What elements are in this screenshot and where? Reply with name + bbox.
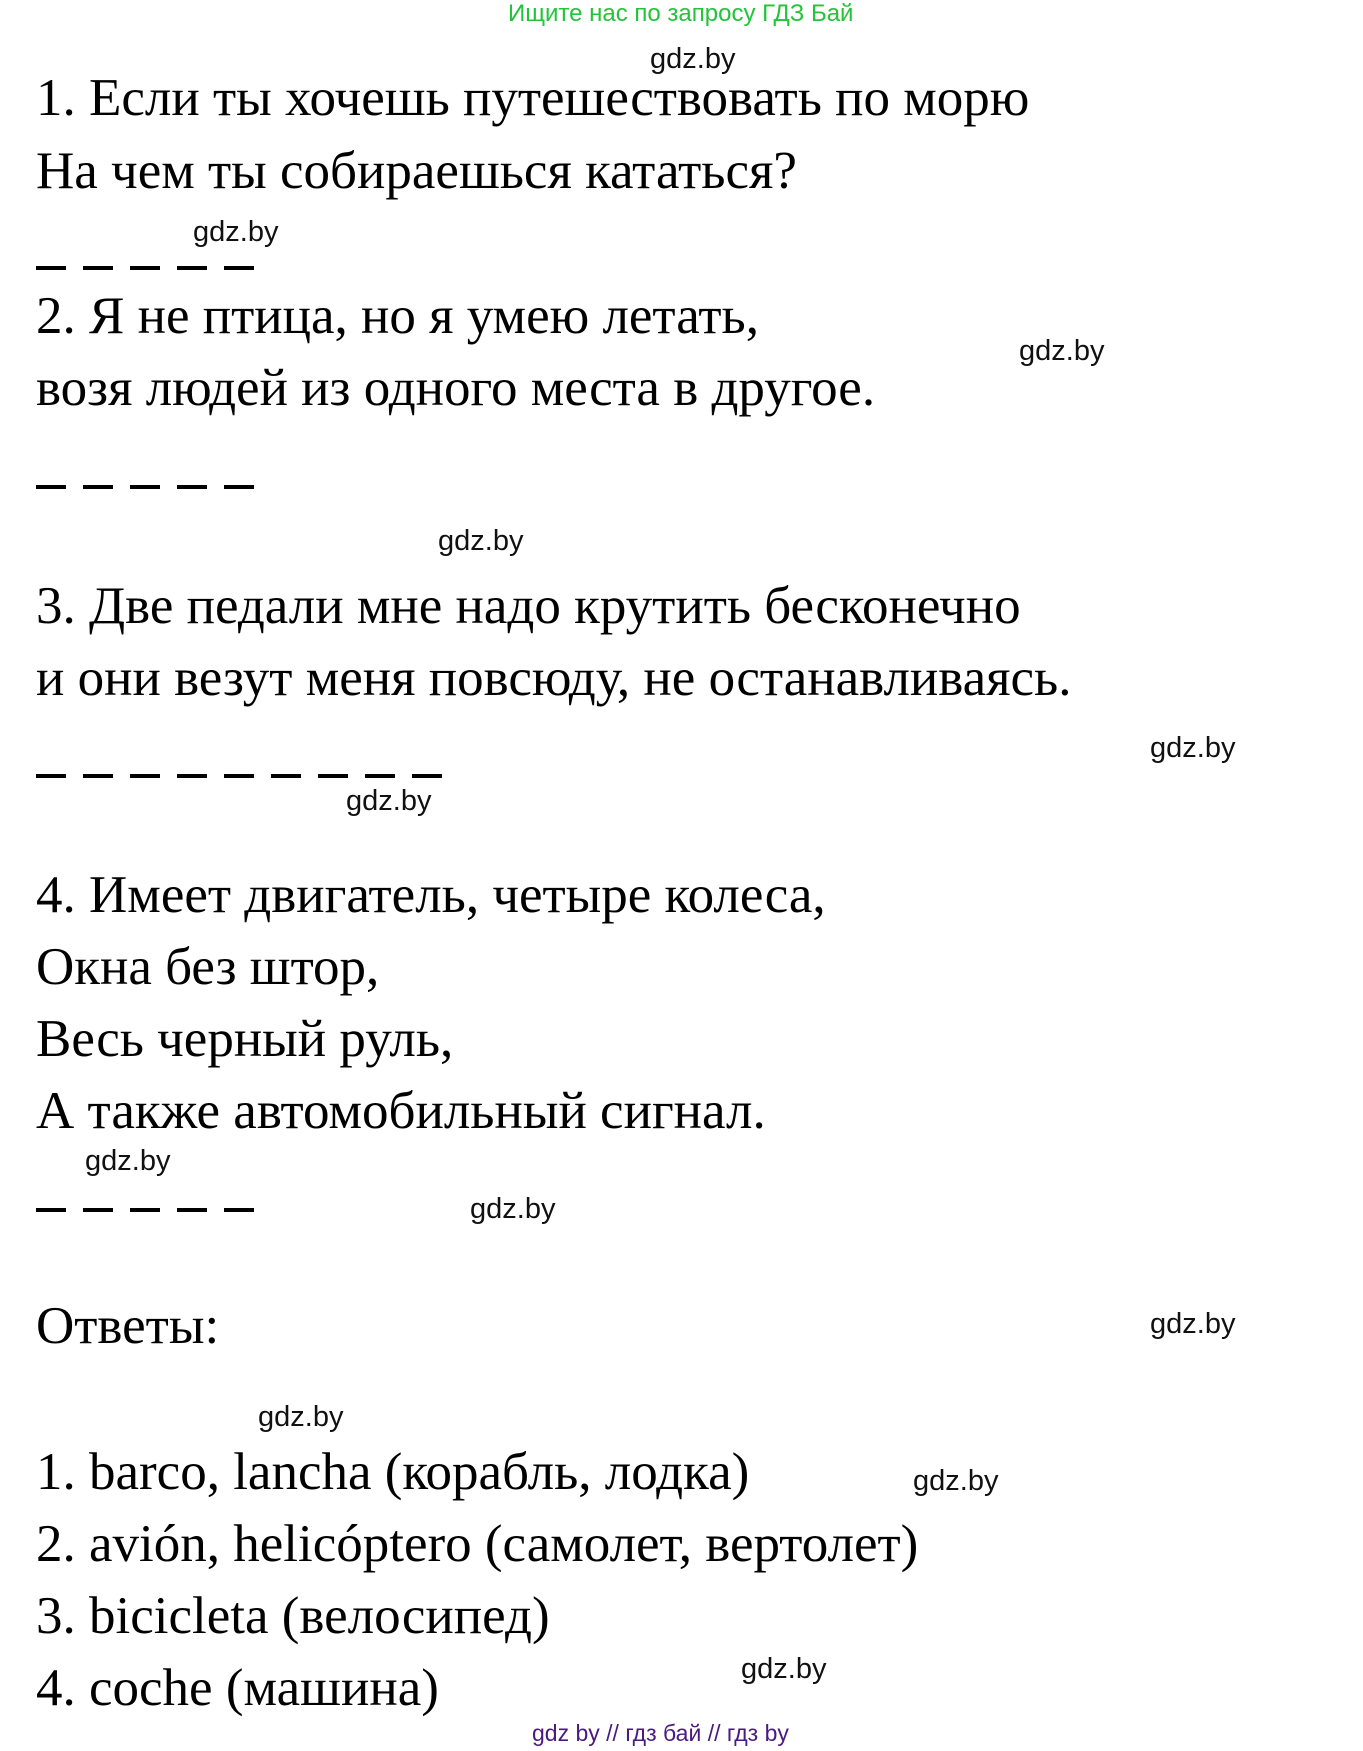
watermark: gdz.by — [1150, 732, 1236, 764]
watermark: gdz.by — [650, 43, 736, 75]
watermark: gdz.by — [1019, 335, 1105, 367]
answers-title: Ответы: — [36, 1297, 220, 1355]
watermark: gdz.by — [1150, 1308, 1236, 1340]
riddle-3-line-1: 3. Две педали мне надо крутить бесконечно — [36, 577, 1021, 635]
answer-item-3: 3. bicicleta (велосипед) — [36, 1587, 550, 1645]
riddle-4-line-3: Весь черный руль, — [36, 1010, 454, 1068]
answer-item-1: 1. barco, lancha (корабль, лодка) — [36, 1443, 750, 1501]
watermark: gdz.by — [346, 785, 432, 817]
watermark: gdz.by — [741, 1653, 827, 1685]
watermark: gdz.by — [438, 525, 524, 557]
watermark: gdz.by — [470, 1193, 556, 1225]
riddle-4-line-4: А также автомобильный сигнал. — [36, 1082, 766, 1140]
watermark: gdz.by — [913, 1465, 999, 1497]
answer-blank — [36, 1208, 254, 1212]
watermark: gdz.by — [85, 1145, 171, 1177]
riddle-1-line-2: На чем ты собираешься кататься? — [36, 142, 797, 200]
answer-blank — [36, 774, 442, 778]
riddle-2-line-2: возя людей из одного места в другое. — [36, 359, 876, 417]
header-search-hint: Ищите нас по запросу ГДЗ Бай — [508, 0, 854, 27]
riddle-1-line-1: 1. Если ты хочешь путешествовать по морю — [36, 69, 1030, 127]
riddle-2-line-1: 2. Я не птица, но я умею летать, — [36, 287, 759, 345]
answer-item-4: 4. coche (машина) — [36, 1659, 439, 1717]
answer-blank — [36, 485, 254, 489]
watermark: gdz.by — [193, 216, 279, 248]
riddle-4-line-2: Окна без штор, — [36, 938, 380, 996]
answer-blank — [36, 266, 254, 270]
watermark: gdz.by — [258, 1401, 344, 1433]
riddle-3-line-2: и они везут меня повсюду, не останавливаясь. — [36, 649, 1072, 707]
riddle-4-line-1: 4. Имеет двигатель, четыре колеса, — [36, 866, 826, 924]
footer-links: gdz by // гдз бай // гдз by — [532, 1720, 789, 1746]
answer-item-2: 2. avión, helicóptero (самолет, вертолет) — [36, 1515, 919, 1573]
